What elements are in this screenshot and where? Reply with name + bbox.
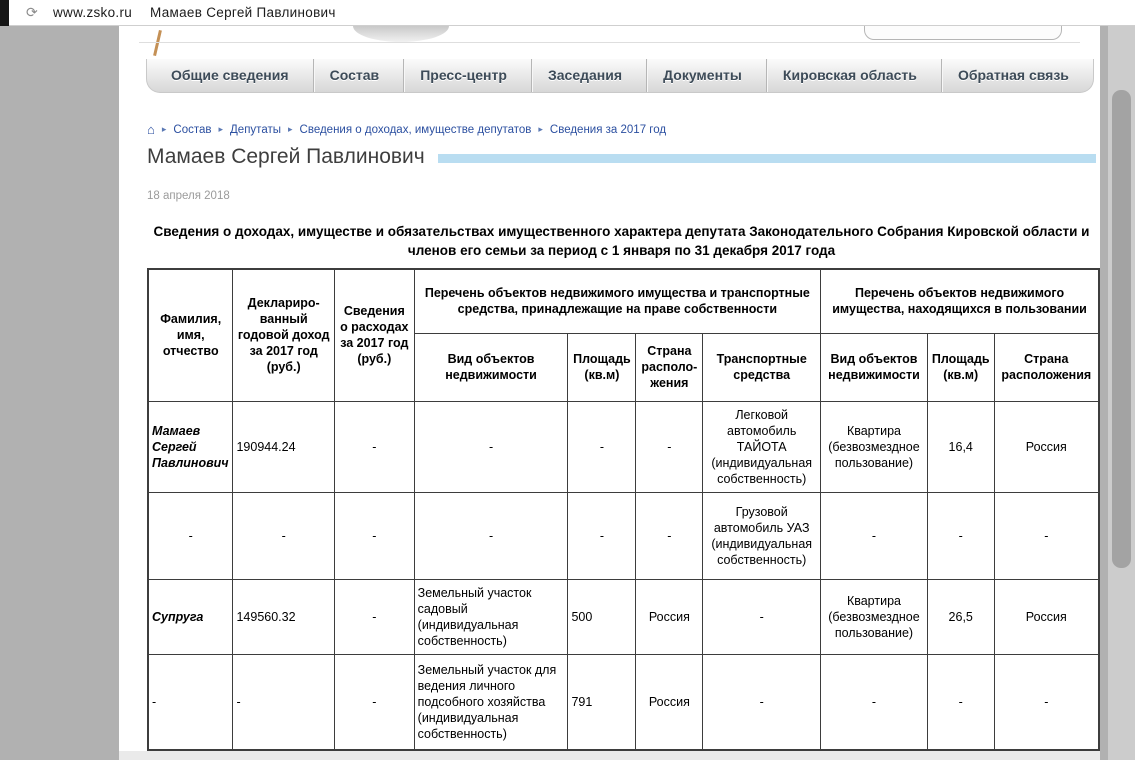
nav-item-dokumenty[interactable]: Документы	[646, 59, 758, 92]
nav-item-obratnaya-svyaz[interactable]: Обратная связь	[941, 59, 1085, 92]
cell-expenses: -	[334, 492, 414, 579]
cell-fio: Мамаев Сергей Павлинович	[148, 401, 233, 492]
col-header-used-area: Площадь (кв.м)	[927, 333, 994, 401]
cell-used-type: Квартира (безвозмездное пользование)	[821, 579, 928, 654]
cell-fio: -	[148, 654, 233, 750]
col-header-income: Деклариро-ванный годовой доход за 2017 год (руб.)	[233, 269, 334, 401]
cell-owned-type: Земельный участок для ведения личного подсобного хозяйства (индивидуальная собственность)	[414, 654, 568, 750]
col-header-expenses: Сведения о расходах за 2017 год (руб.)	[334, 269, 414, 401]
scrollbar-thumb[interactable]	[1112, 90, 1131, 568]
title-row	[147, 145, 1096, 169]
scrollbar-track[interactable]	[1108, 26, 1135, 760]
breadcrumb-separator-icon: ▸	[161, 124, 167, 134]
col-header-owned-area: Площадь (кв.м)	[568, 333, 636, 401]
page-title: Мамаев Сергей Павлинович	[147, 145, 425, 168]
cell-expenses: -	[334, 654, 414, 750]
cell-owned-type: Земельный участок садовый (индивидуальная собственность)	[414, 579, 568, 654]
col-header-used-country: Страна расположения	[994, 333, 1099, 401]
footer-strip	[119, 751, 1100, 760]
breadcrumb-item-svedeniya-o-dohodah[interactable]: Сведения о доходах, имуществе депутатов	[299, 123, 532, 136]
cell-used-country: -	[994, 492, 1099, 579]
url-domain[interactable]: www.zsko.ru	[53, 5, 133, 20]
header-divider	[139, 42, 1080, 43]
col-group-owned: Перечень объектов недвижимого имущества и транспортные средства, принадлежащие на праве собственности	[414, 269, 820, 333]
cell-owned-type: -	[414, 401, 568, 492]
income-declaration-table	[147, 268, 1100, 751]
address-bar[interactable]	[0, 0, 1135, 26]
col-header-used-type: Вид объектов недвижимости	[821, 333, 928, 401]
cell-owned-area: -	[568, 401, 636, 492]
cell-expenses: -	[334, 579, 414, 654]
nav-item-kirovskaya-oblast[interactable]: Кировская область	[766, 59, 933, 92]
col-header-owned-type: Вид объектов недвижимости	[414, 333, 568, 401]
cell-owned-area: 500	[568, 579, 636, 654]
quill-pen-icon	[153, 30, 162, 56]
publication-date: 18 апреля 2018	[147, 190, 230, 202]
breadcrumb-item-deputaty[interactable]: Депутаты	[230, 123, 281, 136]
cell-vehicles: Грузовой автомобиль УАЗ (индивидуальная собственность)	[703, 492, 821, 579]
table-row	[148, 654, 1099, 750]
cell-used-area: 16,4	[927, 401, 994, 492]
cell-owned-area: -	[568, 492, 636, 579]
cell-income: 190944.24	[233, 401, 334, 492]
breadcrumb-separator-icon: ▸	[288, 124, 293, 134]
main-nav	[146, 59, 1094, 93]
cell-vehicles: -	[703, 579, 821, 654]
reload-icon[interactable]: ⟳	[26, 4, 38, 20]
cell-used-country: Россия	[994, 579, 1099, 654]
cell-income: -	[233, 654, 334, 750]
col-group-used: Перечень объектов недвижимого имущества, находящихся в пользовании	[821, 269, 1099, 333]
cell-owned-area: 791	[568, 654, 636, 750]
cell-income: -	[233, 492, 334, 579]
declaration-description: Сведения о доходах, имуществе и обязательствах имущественного характера депутата Законодательного Собрания Кировской области и членов его семьи за период с 1 января по 31 декабря 2017 года	[153, 224, 1090, 258]
nav-item-zasedaniya[interactable]: Заседания	[531, 59, 638, 92]
breadcrumb-separator-icon: ▸	[218, 124, 224, 134]
cell-vehicles: -	[703, 654, 821, 750]
table-row	[148, 492, 1099, 579]
page-content	[119, 26, 1100, 760]
table-row	[148, 401, 1099, 492]
table-row	[148, 579, 1099, 654]
col-header-vehicles: Транспортные средства	[703, 333, 821, 401]
cell-used-area: 26,5	[927, 579, 994, 654]
col-header-fio: Фамилия, имя, отчество	[148, 269, 233, 401]
cell-fio: -	[148, 492, 233, 579]
cell-fio: Супруга	[148, 579, 233, 654]
home-icon[interactable]: ⌂	[147, 122, 155, 137]
cell-owned-country: -	[636, 492, 703, 579]
cell-owned-country: Россия	[636, 654, 703, 750]
nav-item-sostav[interactable]: Состав	[313, 59, 396, 92]
cell-owned-country: -	[636, 401, 703, 492]
breadcrumb-item-svedeniya-2017[interactable]: Сведения за 2017 год	[549, 123, 667, 136]
cell-used-type: -	[821, 492, 928, 579]
emblem-bottom	[353, 26, 449, 42]
tab-title: Мамаев Сергей Павлинович	[150, 5, 336, 20]
cell-expenses: -	[334, 401, 414, 492]
col-header-owned-country: Страна располо-жения	[636, 333, 703, 401]
cell-used-area: -	[927, 492, 994, 579]
cell-income: 149560.32	[233, 579, 334, 654]
cell-owned-type: -	[414, 492, 568, 579]
search-input[interactable]	[864, 26, 1062, 40]
nav-item-press-centr[interactable]: Пресс-центр	[403, 59, 523, 92]
cell-used-type: Квартира (безвозмездное пользование)	[821, 401, 928, 492]
title-accent-bar	[438, 154, 1096, 163]
cell-used-area: -	[927, 654, 994, 750]
cell-used-type: -	[821, 654, 928, 750]
breadcrumb-item-sostav[interactable]: Состав	[173, 123, 212, 136]
cell-owned-country: Россия	[636, 579, 703, 654]
cell-used-country: -	[994, 654, 1099, 750]
breadcrumb-separator-icon: ▸	[538, 124, 543, 134]
window-edge	[0, 0, 9, 26]
cell-vehicles: Легковой автомобиль ТАЙОТА (индивидуальная собственность)	[703, 401, 821, 492]
cell-used-country: Россия	[994, 401, 1099, 492]
nav-item-obshchie-svedeniya[interactable]: Общие сведения	[171, 67, 289, 83]
breadcrumb	[147, 122, 666, 137]
